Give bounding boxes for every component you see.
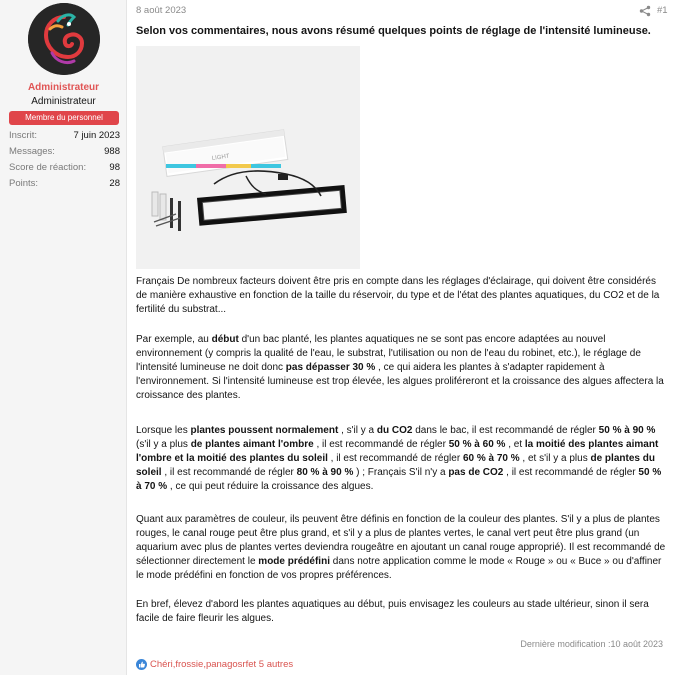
stat-value[interactable]: 28 [109, 178, 120, 189]
stat-label: Messages: [9, 146, 55, 157]
stat-points [9, 176, 120, 192]
staff-badge: Membre du personnel [9, 111, 119, 125]
like-icon [136, 659, 147, 670]
light-fixture-photo [136, 46, 360, 269]
stat-value[interactable]: 988 [104, 146, 120, 157]
stat-reaction-score [9, 160, 120, 176]
stat-value: 7 juin 2023 [73, 130, 120, 141]
stat-label: Inscrit: [9, 130, 37, 141]
stat-messages [9, 144, 120, 160]
share-icon[interactable] [639, 5, 651, 17]
reactions-bar[interactable] [136, 659, 293, 670]
post-paragraph: Quant aux paramètres de couleur, ils peuvent être définis en fonction de la couleur des plantes. S'il y a plus de plantes rouges, le canal rouge peut être plus grand, et s'il y a plus de plantes vertes, le canal vert peut être plus grand (un aquarium avec plus de plantes vertes deviendra rougeâtre en ajoutant un canal rouge approprié). Il est recommandé de sélectionner directement le mode prédéfini dans notre application comme le mode « Rouge » ou « Buce » ou d'affiner le mode prédéfini en fonction de vos propres préférences. [136, 514, 666, 581]
stat-value: 98 [109, 162, 120, 173]
post-paragraph: En bref, élevez d'abord les plantes aquatiques au début, puis envisagez les couleurs au stade ultérieur, sinon il sera facile de faire fleurir les algues. [136, 599, 649, 624]
stat-joined [9, 128, 120, 144]
post-paragraph: Lorsque les plantes poussent normalement , s'il y a du CO2 dans le bac, il est recommandé de régler 50 % à 90 % (s'il y a plus de plantes aimant l'ombre , il est recommandé de régler 50 % à 60 % , et la moitié des plantes aimant l'ombre et la moitié des plantes du soleil , il est recommandé de régler 60 % à 70 % , et s'il y a plus de plantes du soleil , il est recommandé de régler 80 % à 90 % ) ; Français S'il n'y a pas de CO2 , il est recommandé de régler 50 % à 70 % , ce qui peut réduire la croissance des algues. [136, 425, 662, 492]
stat-label: Points: [9, 178, 39, 189]
user-sidebar [0, 0, 127, 675]
product-image[interactable] [136, 46, 360, 269]
post-date[interactable]: 8 août 2023 [136, 5, 187, 16]
user-name[interactable]: Administrateur [27, 82, 100, 93]
user-stats [9, 128, 120, 192]
avatar[interactable] [28, 3, 100, 75]
stat-label: Score de réaction: [9, 162, 87, 173]
post-main [136, 0, 671, 675]
user-title: Administrateur [31, 96, 96, 107]
post-paragraph: Par exemple, au début d'un bac planté, les plantes aquatiques ne se sont pas encore adaptées au nouvel environnement (y compris la qualité de l'eau, le substrat, l'utilisation ou non de l'eau du robinet, etc.), le réglage de l'intensité lumineuse ne doit donc pas dépasser 30 % , ce qui aidera les plantes à s'adapter rapidement à l'environnement. Si l'intensité lumineuse est trop élevée, les algues proliféreront et la croissance des algues affectera la croissance des plantes. [136, 334, 664, 401]
post-number[interactable]: #1 [657, 5, 668, 16]
reaction-users[interactable]: Chéri,frossie,panagosrfet 5 autres [150, 659, 294, 670]
dragon-avatar-icon [28, 3, 100, 75]
post-headline: Selon vos commentaires, nous avons résumé quelques points de réglage de l'intensité lumineuse. [136, 25, 651, 37]
last-edited: Dernière modification :10 août 2023 [520, 639, 663, 649]
post-paragraph: Français De nombreux facteurs doivent être pris en compte dans les réglages d'éclairage, qui doivent être considérés de manière exhaustive en fonction de la taille du réservoir, du type et de l'état des plantes aquatiques, du CO2 et de la fertilité du substrat... [136, 276, 660, 315]
svg-text:LIGHT: LIGHT [211, 153, 230, 162]
